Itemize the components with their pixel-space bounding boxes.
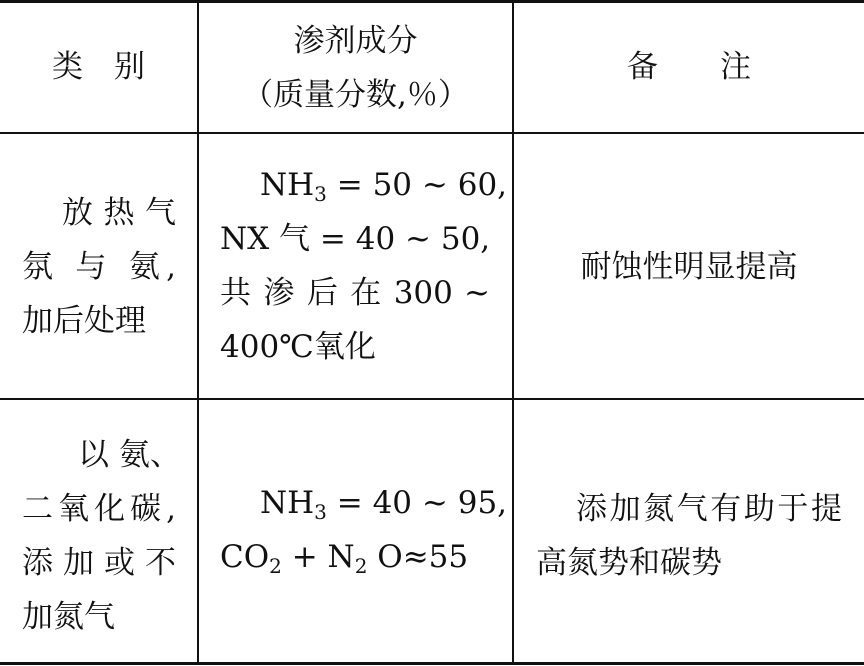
row-divider bbox=[0, 398, 864, 400]
row1-composition-line4: 400℃氧化 bbox=[220, 329, 376, 365]
row1-composition-line1: $NH_3 = 50$ ~ 60, bbox=[260, 167, 508, 206]
row1-category bbox=[22, 186, 176, 348]
header-divider bbox=[0, 132, 864, 134]
header-composition-title: 渗剂成分 bbox=[293, 23, 418, 59]
row2-category-line3: 添 加 或 不 bbox=[22, 545, 176, 581]
row2-note bbox=[536, 482, 842, 590]
row2-category-line2: 二氧化碳, bbox=[22, 491, 176, 527]
header-composition-unit: （质量分数,％） bbox=[242, 77, 469, 113]
row2-composition-line1: $NH_3 = 40$ ~ 95, bbox=[260, 485, 508, 524]
table-bottom-border bbox=[0, 662, 864, 665]
row2-category bbox=[22, 428, 181, 644]
row2-note-line2: 高氮势和碳势 bbox=[536, 545, 722, 581]
row1-category-line2: 氛 与 氨, bbox=[22, 249, 176, 285]
header-note: 备 注 bbox=[627, 49, 751, 85]
row1-category-line3: 加后处理 bbox=[22, 303, 146, 339]
row2-composition-line2: $CO_2 + N_2$ O≈55 bbox=[220, 539, 469, 578]
row1-composition bbox=[220, 158, 508, 374]
row1-category-line1: 放热气 bbox=[62, 195, 176, 231]
row2-category-line1: 以 氨、 bbox=[78, 437, 181, 473]
row1-composition-line3: 共 渗 后 在 300 ~ bbox=[220, 275, 490, 311]
column-divider-2 bbox=[512, 2, 514, 664]
row2-category-line4: 加氮气 bbox=[22, 599, 115, 635]
row1-note: 耐蚀性明显提高 bbox=[580, 249, 798, 285]
table-top-border bbox=[0, 0, 864, 3]
row2-note-line1: 添加氮气有助于提 bbox=[576, 491, 842, 527]
row1-composition-line2: NX 气 = 40 ~ 50, bbox=[220, 221, 491, 257]
header-category: 类 别 bbox=[52, 49, 145, 85]
row2-composition bbox=[220, 476, 508, 584]
